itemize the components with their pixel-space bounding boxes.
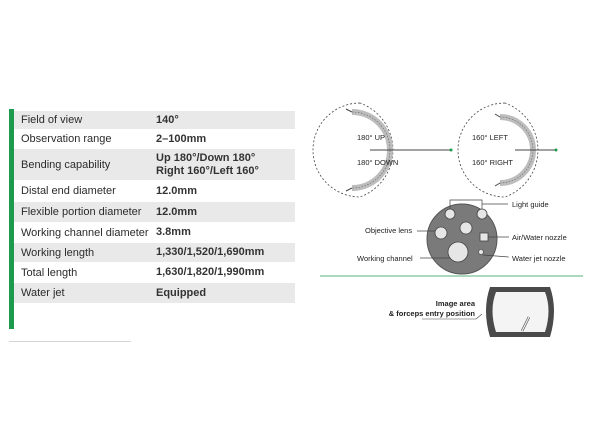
endoscope-diagrams [300,95,600,355]
spec-row [14,283,295,304]
spec-row [14,181,295,202]
objective-lens-label: Objective lens [365,226,413,235]
working-channel-label: Working channel [357,254,413,263]
water-jet-nozzle-label: Water jet nozzle [512,254,566,263]
spec-label: Total length [21,266,78,279]
spec-value [156,287,295,300]
spec-value [156,133,295,146]
light-guide-label: Light guide [512,200,549,209]
divider [9,341,131,342]
spec-label: Field of view [21,114,83,126]
spec-value [156,266,295,279]
spec-label: Water jet [21,287,65,299]
distal-end-diagram [357,200,567,274]
spec-row [14,111,295,130]
air-water-nozzle-label: Air/Water nozzle [512,233,567,242]
spec-value-line: 140° [156,113,179,126]
air-water-nozzle [480,233,488,241]
spec-value [156,226,295,239]
spec-table [14,111,295,304]
light-guide-left [445,209,455,219]
spec-value [156,185,295,198]
spec-value [156,206,295,219]
spec-label: Observation range [21,133,112,145]
water-jet-nozzle [479,250,484,255]
spec-row [14,202,295,223]
bend-up-label: 180° UP [357,133,386,142]
spec-value-line: 3.8mm [156,226,191,238]
spec-value-line: Right 160°/Left 160° [156,164,259,177]
image-area-view [493,292,549,332]
objective-lens [435,227,447,239]
spec-row [14,149,295,181]
spec-value-line: 1,630/1,820/1,990mm [156,266,265,278]
spec-label: Working length [21,246,95,259]
image-area-label-line1: Image area [435,299,475,308]
image-area-label-line2: & forceps entry position [388,309,475,318]
spec-label: Working channel diameter [21,226,149,239]
spec-value-line: 2–100mm [156,132,207,145]
spec-value [156,114,295,127]
bend-right-label: 160° RIGHT [472,158,513,167]
spec-label: Flexible portion diameter [21,206,142,218]
spec-label: Bending capability [21,158,111,171]
spec-value-line: Equipped [156,286,207,299]
spec-row [14,223,295,243]
spec-value [156,246,295,259]
spec-row [14,243,295,263]
working-channel [448,242,468,262]
spec-value [156,152,295,178]
light-guide-right [477,209,487,219]
spec-row [14,263,295,283]
spec-row [14,130,295,149]
bend-left-label: 160° LEFT [472,133,508,142]
spec-value-line: 1,330/1,520/1,690mm [156,246,265,258]
spec-value-line: 12.0mm [156,184,197,197]
center-port [460,222,472,234]
bending-left-right-diagram [458,103,558,197]
spec-value-line: Up 180°/Down 180° [156,151,256,164]
bending-up-down-diagram [313,103,453,197]
image-area-diagram [389,287,554,337]
spec-value-line: 12.0mm [156,205,197,218]
bend-down-label: 180° DOWN [357,158,399,167]
spec-label: Distal end diameter [21,185,116,197]
